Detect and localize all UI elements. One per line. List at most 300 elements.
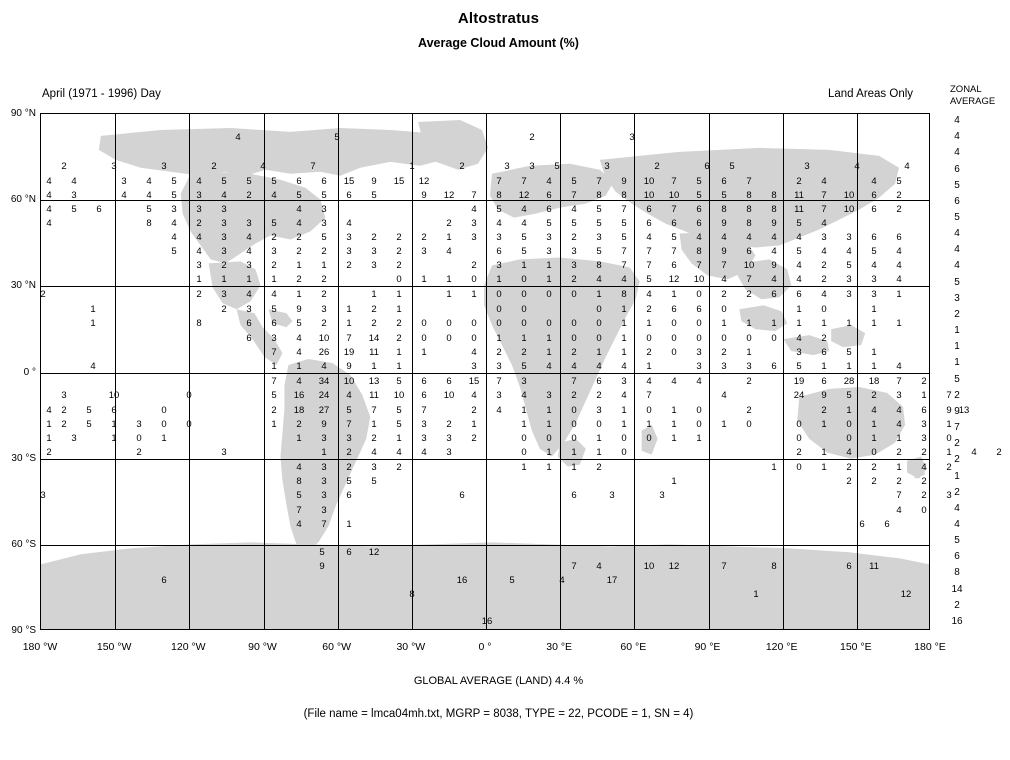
grid-cell-value: 5 [71, 204, 77, 215]
grid-cell-value: 2 [321, 318, 327, 329]
grid-cell-value: 4 [446, 246, 452, 257]
grid-cell-value: 7 [646, 260, 652, 271]
grid-cell-value: 2 [196, 218, 202, 229]
grid-cell-value: 1 [90, 304, 96, 315]
grid-cell-value: 2 [846, 476, 852, 487]
grid-cell-value: 4 [871, 176, 877, 187]
grid-cell-value: 18 [868, 376, 880, 387]
grid-cell-value: 19 [343, 347, 355, 358]
grid-cell-value: 4 [571, 204, 577, 215]
grid-cell-value: 3 [371, 462, 377, 473]
grid-cell-value: 0 [821, 304, 827, 315]
grid-cell-value: 3 [421, 419, 427, 430]
grid-cell-value: 1 [846, 318, 852, 329]
grid-cell-value: 8 [409, 589, 415, 600]
grid-cell-value: 3 [346, 232, 352, 243]
grid-cell-value: 3 [321, 204, 327, 215]
grid-cell-value: 3 [746, 361, 752, 372]
grid-cell-value: 3 [629, 132, 635, 143]
grid-cell-value: 7 [646, 390, 652, 401]
grid-cell-value: 19 [793, 376, 805, 387]
grid-cell-value: 0 [796, 419, 802, 430]
grid-cell-value: 3 [421, 246, 427, 257]
grid-cell-value: 7 [721, 561, 727, 572]
grid-cell-value: 5 [546, 218, 552, 229]
zonal-average-header-line2: AVERAGE [950, 96, 996, 107]
grid-cell-value: 5 [86, 419, 92, 430]
grid-cell-value: 2 [221, 304, 227, 315]
grid-cell-value: 6 [821, 376, 827, 387]
grid-cell-value: 13 [958, 405, 970, 416]
gridline-vertical [709, 114, 710, 629]
grid-cell-value: 0 [471, 318, 477, 329]
grid-cell-value: 6 [346, 190, 352, 201]
grid-cell-value: 2 [446, 218, 452, 229]
grid-cell-value: 3 [221, 218, 227, 229]
grid-cell-value: 5 [171, 176, 177, 187]
grid-cell-value: 2 [896, 447, 902, 458]
grid-cell-value: 8 [496, 190, 502, 201]
grid-cell-value: 1 [896, 433, 902, 444]
grid-cell-value: 12 [418, 176, 430, 187]
grid-cell-value: 5 [521, 232, 527, 243]
grid-cell-value: 6 [246, 333, 252, 344]
grid-cell-value: 0 [446, 318, 452, 329]
grid-cell-value: 5 [596, 218, 602, 229]
grid-cell-value: 3 [604, 161, 610, 172]
zonal-average-value: 4 [954, 260, 960, 271]
grid-cell-value: 3 [196, 260, 202, 271]
gridline-vertical [486, 114, 487, 629]
grid-cell-value: 2 [296, 246, 302, 257]
grid-cell-value: 7 [721, 260, 727, 271]
grid-cell-value: 5 [509, 575, 515, 586]
grid-cell-value: 5 [221, 176, 227, 187]
zonal-average-value: 4 [954, 519, 960, 530]
grid-cell-value: 16 [456, 575, 468, 586]
grid-cell-value: 7 [421, 405, 427, 416]
grid-cell-value: 4 [821, 176, 827, 187]
grid-cell-value: 6 [646, 218, 652, 229]
grid-cell-value: 5 [396, 419, 402, 430]
grid-cell-value: 0 [186, 419, 192, 430]
grid-cell-value: 0 [696, 405, 702, 416]
grid-cell-value: 1 [546, 447, 552, 458]
grid-cell-value: 4 [46, 405, 52, 416]
grid-cell-value: 2 [296, 419, 302, 430]
grid-cell-value: 2 [571, 347, 577, 358]
grid-cell-value: 2 [821, 260, 827, 271]
grid-cell-value: 0 [746, 333, 752, 344]
grid-cell-value: 1 [796, 318, 802, 329]
grid-cell-value: 11 [794, 204, 804, 215]
grid-cell-value: 10 [843, 204, 855, 215]
grid-cell-value: 2 [571, 274, 577, 285]
grid-cell-value: 0 [571, 318, 577, 329]
grid-cell-value: 0 [721, 333, 727, 344]
grid-cell-value: 6 [571, 490, 577, 501]
grid-cell-value: 4 [646, 376, 652, 387]
grid-cell-value: 6 [871, 190, 877, 201]
grid-cell-value: 3 [71, 433, 77, 444]
grid-cell-value: 5 [296, 190, 302, 201]
grid-cell-value: 4 [621, 274, 627, 285]
grid-cell-value: 1 [921, 390, 927, 401]
grid-cell-value: 3 [121, 176, 127, 187]
grid-cell-value: 1 [396, 304, 402, 315]
grid-cell-value: 0 [696, 333, 702, 344]
grid-cell-value: 1 [446, 289, 452, 300]
grid-cell-value: 4 [296, 519, 302, 530]
zonal-average-value: 16 [951, 616, 963, 627]
grid-cell-value: 0 [421, 333, 427, 344]
grid-cell-value: 7 [671, 246, 677, 257]
grid-cell-value: 1 [296, 260, 302, 271]
gridline-horizontal [41, 286, 929, 287]
grid-cell-value: 4 [621, 390, 627, 401]
grid-cell-value: 7 [571, 190, 577, 201]
grid-cell-value: 1 [271, 274, 277, 285]
grid-cell-value: 4 [146, 190, 152, 201]
longitude-tick-label: 120 °W [171, 641, 206, 653]
grid-cell-value: 2 [654, 161, 660, 172]
grid-cell-value: 34 [318, 376, 330, 387]
grid-cell-value: 3 [321, 476, 327, 487]
grid-cell-value: 4 [371, 447, 377, 458]
grid-cell-value: 1 [409, 161, 415, 172]
grid-cell-value: 6 [671, 218, 677, 229]
grid-cell-value: 0 [846, 433, 852, 444]
grid-cell-value: 4 [121, 190, 127, 201]
grid-cell-value: 4 [646, 232, 652, 243]
grid-cell-value: 3 [571, 246, 577, 257]
grid-cell-value: 5 [521, 361, 527, 372]
grid-cell-value: 17 [606, 575, 618, 586]
grid-cell-value: 1 [596, 289, 602, 300]
grid-cell-value: 4 [246, 232, 252, 243]
gridline-vertical [634, 114, 635, 629]
grid-cell-value: 6 [696, 304, 702, 315]
grid-cell-value: 0 [721, 304, 727, 315]
grid-cell-value: 2 [321, 246, 327, 257]
grid-cell-value: 7 [621, 260, 627, 271]
grid-cell-value: 2 [271, 260, 277, 271]
grid-cell-value: 2 [371, 318, 377, 329]
grid-cell-value: 2 [296, 232, 302, 243]
grid-cell-value: 1 [396, 361, 402, 372]
grid-cell-value: 5 [571, 218, 577, 229]
grid-cell-value: 4 [796, 333, 802, 344]
grid-cell-value: 4 [896, 405, 902, 416]
grid-cell-value: 1 [821, 419, 827, 430]
grid-cell-value: 4 [721, 232, 727, 243]
grid-cell-value: 3 [446, 447, 452, 458]
grid-cell-value: 0 [421, 318, 427, 329]
grid-cell-value: 2 [896, 204, 902, 215]
grid-cell-value: 5 [671, 232, 677, 243]
grid-cell-value: 0 [621, 433, 627, 444]
grid-cell-value: 2 [921, 447, 927, 458]
grid-cell-value: 9 [771, 218, 777, 229]
grid-cell-value: 4 [496, 218, 502, 229]
grid-cell-value: 2 [821, 405, 827, 416]
grid-cell-value: 1 [821, 361, 827, 372]
grid-cell-value: 0 [796, 433, 802, 444]
grid-cell-value: 0 [571, 433, 577, 444]
grid-cell-value: 10 [343, 376, 355, 387]
grid-cell-value: 7 [821, 204, 827, 215]
grid-cell-value: 2 [521, 347, 527, 358]
grid-cell-value: 11 [369, 390, 379, 401]
grid-cell-value: 5 [246, 176, 252, 187]
grid-cell-value: 6 [646, 204, 652, 215]
grid-cell-value: 8 [696, 246, 702, 257]
grid-cell-value: 4 [854, 161, 860, 172]
grid-cell-value: 8 [771, 190, 777, 201]
grid-cell-value: 5 [871, 246, 877, 257]
grid-cell-value: 4 [196, 232, 202, 243]
grid-cell-value: 0 [696, 289, 702, 300]
grid-cell-value: 6 [671, 304, 677, 315]
grid-cell-value: 4 [171, 218, 177, 229]
grid-cell-value: 2 [396, 246, 402, 257]
grid-cell-value: 0 [671, 318, 677, 329]
grid-cell-value: 3 [504, 161, 510, 172]
grid-cell-value: 4 [971, 447, 977, 458]
grid-cell-value: 2 [646, 304, 652, 315]
grid-cell-value: 6 [271, 318, 277, 329]
grid-cell-value: 3 [846, 289, 852, 300]
grid-cell-value: 26 [318, 347, 330, 358]
grid-cell-value: 7 [746, 274, 752, 285]
grid-cell-value: 1 [821, 462, 827, 473]
grid-cell-value: 27 [318, 405, 330, 416]
grid-cell-value: 7 [671, 176, 677, 187]
grid-cell-value: 9 [721, 246, 727, 257]
grid-cell-value: 2 [946, 462, 952, 473]
grid-cell-value: 6 [346, 547, 352, 558]
grid-cell-value: 4 [521, 218, 527, 229]
zonal-average-value: 6 [954, 196, 960, 207]
grid-cell-value: 10 [318, 333, 330, 344]
grid-cell-value: 3 [221, 289, 227, 300]
grid-cell-value: 1 [871, 318, 877, 329]
grid-cell-value: 3 [196, 204, 202, 215]
grid-cell-value: 4 [221, 190, 227, 201]
grid-cell-value: 6 [721, 176, 727, 187]
grid-cell-value: 3 [321, 462, 327, 473]
grid-cell-value: 0 [546, 289, 552, 300]
grid-cell-value: 3 [321, 218, 327, 229]
grid-cell-value: 4 [796, 274, 802, 285]
grid-cell-value: 7 [896, 376, 902, 387]
grid-cell-value: 2 [371, 433, 377, 444]
grid-cell-value: 1 [546, 462, 552, 473]
zonal-average-value: 2 [954, 438, 960, 449]
grid-cell-value: 5 [271, 304, 277, 315]
grid-cell-value: 3 [271, 246, 277, 257]
grid-cell-value: 8 [746, 190, 752, 201]
grid-cell-value: 3 [821, 232, 827, 243]
grid-cell-value: 6 [821, 347, 827, 358]
grid-cell-value: 2 [821, 274, 827, 285]
grid-cell-value: 2 [396, 318, 402, 329]
grid-cell-value: 0 [521, 433, 527, 444]
grid-cell-value: 1 [871, 347, 877, 358]
grid-cell-value: 1 [946, 447, 952, 458]
grid-cell-value: 15 [468, 376, 480, 387]
grid-cell-value: 1 [721, 419, 727, 430]
grid-cell-value: 6 [771, 361, 777, 372]
grid-cell-value: 4 [471, 390, 477, 401]
grid-cell-value: 4 [296, 376, 302, 387]
latitude-tick-label: 90 °N [10, 108, 36, 119]
zonal-average-value: 4 [954, 147, 960, 158]
grid-cell-value: 7 [696, 260, 702, 271]
grid-cell-value: 10 [643, 176, 655, 187]
grid-cell-value: 12 [368, 547, 380, 558]
grid-cell-value: 2 [571, 232, 577, 243]
grid-cell-value: 1 [796, 304, 802, 315]
grid-cell-value: 7 [310, 161, 316, 172]
longitude-tick-label: 150 °E [840, 641, 872, 653]
grid-cell-value: 2 [296, 274, 302, 285]
grid-cell-value: 4 [821, 218, 827, 229]
grid-cell-value: 7 [746, 176, 752, 187]
grid-cell-value: 10 [643, 561, 655, 572]
grid-cell-value: 6 [246, 318, 252, 329]
grid-cell-value: 1 [753, 589, 759, 600]
grid-cell-value: 2 [371, 304, 377, 315]
grid-cell-value: 0 [521, 274, 527, 285]
grid-cell-value: 6 [896, 232, 902, 243]
grid-cell-value: 0 [646, 433, 652, 444]
latitude-tick-label: 0 ° [23, 366, 36, 378]
grid-cell-value: 9 [371, 176, 377, 187]
grid-cell-value: 7 [621, 204, 627, 215]
grid-cell-value: 3 [346, 246, 352, 257]
grid-cell-value: 4 [771, 232, 777, 243]
grid-cell-value: 1 [546, 419, 552, 430]
grid-cell-value: 3 [921, 433, 927, 444]
grid-cell-value: 1 [46, 433, 52, 444]
grid-cell-value: 9 [319, 561, 325, 572]
grid-cell-value: 2 [471, 405, 477, 416]
zonal-average-value: 7 [954, 422, 960, 433]
gridline-vertical [783, 114, 784, 629]
grid-cell-value: 1 [546, 333, 552, 344]
grid-cell-value: 3 [946, 490, 952, 501]
grid-cell-value: 1 [646, 361, 652, 372]
grid-cell-value: 14 [368, 333, 380, 344]
grid-cell-value: 3 [271, 333, 277, 344]
grid-cell-value: 1 [346, 318, 352, 329]
grid-cell-value: 1 [671, 405, 677, 416]
grid-cell-value: 7 [496, 376, 502, 387]
grid-cell-value: 7 [521, 176, 527, 187]
grid-cell-value: 0 [571, 419, 577, 430]
grid-cell-value: 1 [571, 462, 577, 473]
grid-cell-value: 5 [621, 232, 627, 243]
grid-cell-value: 1 [746, 347, 752, 358]
grid-cell-value: 5 [271, 390, 277, 401]
grid-cell-value: 3 [659, 490, 665, 501]
grid-cell-value: 5 [696, 176, 702, 187]
grid-cell-value: 2 [396, 260, 402, 271]
grid-cell-value: 4 [521, 204, 527, 215]
zonal-average-value: 2 [954, 309, 960, 320]
grid-cell-value: 6 [671, 260, 677, 271]
grid-cell-value: 5 [296, 490, 302, 501]
grid-cell-value: 10 [743, 260, 755, 271]
grid-cell-value: 0 [186, 390, 192, 401]
grid-cell-value: 6 [421, 376, 427, 387]
grid-cell-value: 7 [571, 561, 577, 572]
grid-cell-value: 5 [796, 246, 802, 257]
grid-cell-value: 4 [646, 289, 652, 300]
grid-cell-value: 4 [896, 505, 902, 516]
grid-cell-value: 5 [846, 347, 852, 358]
grid-cell-value: 0 [136, 433, 142, 444]
grid-cell-value: 7 [271, 376, 277, 387]
grid-cell-value: 5 [796, 361, 802, 372]
zonal-average-value: 8 [954, 567, 960, 578]
latitude-tick-label: 60 °N [10, 194, 36, 206]
grid-cell-value: 4 [260, 161, 266, 172]
zonal-average-value: 2 [954, 487, 960, 498]
grid-cell-value: 1 [296, 289, 302, 300]
grid-cell-value: 1 [546, 260, 552, 271]
grid-cell-value: 6 [421, 390, 427, 401]
grid-cell-value: 5 [334, 132, 340, 143]
grid-cell-value: 7 [271, 347, 277, 358]
grid-cell-value: 0 [546, 318, 552, 329]
gridline-horizontal [41, 545, 929, 546]
grid-cell-value: 4 [746, 232, 752, 243]
grid-cell-value: 2 [596, 390, 602, 401]
grid-cell-value: 5 [554, 161, 560, 172]
grid-cell-value: 1 [821, 318, 827, 329]
grid-cell-value: 5 [171, 246, 177, 257]
grid-cell-value: 3 [321, 490, 327, 501]
grid-cell-value: 3 [571, 260, 577, 271]
world-map-grid [40, 113, 1002, 630]
grid-cell-value: 9 [621, 176, 627, 187]
grid-cell-value: 2 [721, 289, 727, 300]
grid-cell-value: 4 [571, 361, 577, 372]
grid-cell-value: 1 [446, 274, 452, 285]
grid-cell-value: 4 [296, 218, 302, 229]
grid-cell-value: 11 [794, 190, 804, 201]
grid-cell-value: 1 [621, 333, 627, 344]
grid-cell-value: 3 [496, 260, 502, 271]
grid-cell-value: 7 [296, 505, 302, 516]
grid-cell-value: 4 [246, 289, 252, 300]
grid-cell-value: 0 [596, 318, 602, 329]
grid-cell-value: 3 [136, 419, 142, 430]
grid-cell-value: 5 [271, 218, 277, 229]
grid-cell-value: 4 [596, 274, 602, 285]
grid-cell-value: 12 [668, 561, 680, 572]
grid-cell-value: 6 [96, 204, 102, 215]
grid-cell-value: 3 [496, 390, 502, 401]
grid-cell-value: 1 [496, 333, 502, 344]
grid-cell-value: 1 [596, 347, 602, 358]
grid-cell-value: 3 [40, 490, 46, 501]
grid-cell-value: 6 [546, 204, 552, 215]
grid-cell-value: 0 [571, 333, 577, 344]
grid-cell-value: 0 [471, 333, 477, 344]
